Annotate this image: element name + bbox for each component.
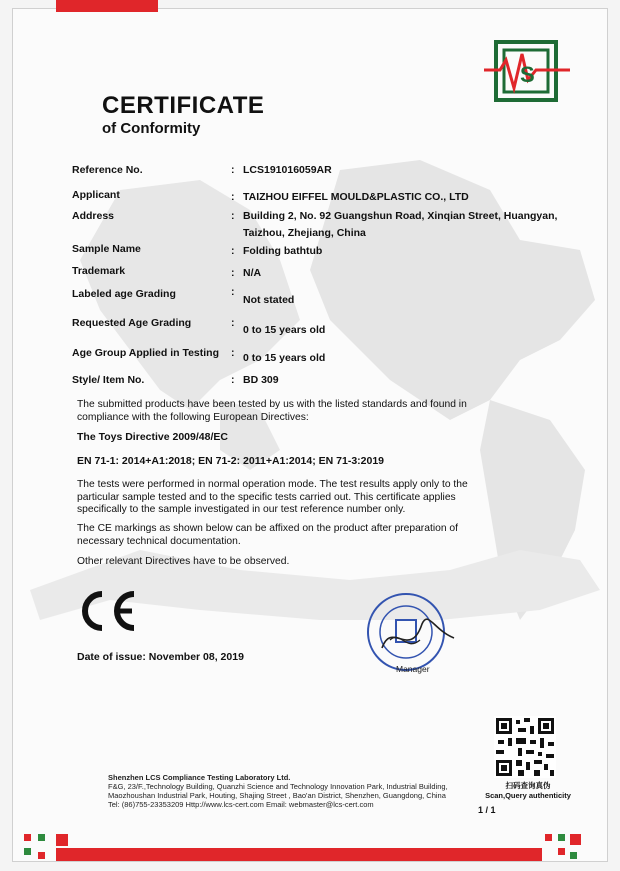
corner-square bbox=[558, 848, 565, 855]
field-value-age-group: 0 to 15 years old bbox=[243, 352, 326, 364]
corner-square bbox=[570, 852, 577, 859]
qr-caption-en: Scan,Query authenticity bbox=[485, 791, 571, 800]
field-value-address-line2: Taizhou, Zhejiang, China bbox=[243, 227, 366, 239]
date-of-issue: Date of issue: November 08, 2019 bbox=[77, 651, 244, 663]
field-label-trademark: Trademark bbox=[72, 265, 126, 277]
bottom-red-bar bbox=[56, 848, 542, 861]
qr-code-icon[interactable] bbox=[494, 716, 556, 778]
test-note-paragraph: The tests were performed in normal operation mode. The test results apply only to the particular sample tested and to the specific tests carried out. This certificate applies specifically to the sample investigated in our test reference number only. bbox=[77, 479, 468, 515]
corner-square bbox=[24, 834, 31, 841]
statement-paragraph: The submitted products have been tested by us with the listed standards and found in compliance with the following European Directives: bbox=[77, 399, 467, 423]
field-value-labeled-age: Not stated bbox=[243, 294, 295, 306]
corner-square bbox=[38, 834, 45, 841]
field-colon: : bbox=[231, 210, 235, 222]
lab-address-line1: F&G, 23/F.,Technology Building, Quanzhi Science and Technology Innovation Park, Industrial Building, bbox=[108, 782, 448, 791]
corner-square bbox=[558, 834, 565, 841]
field-colon: : bbox=[231, 317, 235, 329]
field-colon: : bbox=[231, 374, 235, 386]
qr-caption-cn: 扫码查询真伪 bbox=[505, 781, 551, 790]
field-label-age-group: Age Group Applied in Testing bbox=[72, 347, 219, 359]
field-value-trademark: N/A bbox=[243, 267, 262, 279]
ce-mark-icon bbox=[76, 590, 138, 632]
field-label-labeled-age: Labeled age Grading bbox=[72, 288, 176, 300]
directive-name: The Toys Directive 2009/48/EC bbox=[77, 431, 228, 443]
testing-service-seal-icon bbox=[362, 590, 458, 674]
field-value-applicant: TAIZHOU EIFFEL MOULD&PLASTIC CO., LTD bbox=[243, 191, 469, 203]
manager-title: Manager bbox=[396, 664, 430, 674]
field-colon: : bbox=[231, 245, 235, 257]
page-number: 1 / 1 bbox=[478, 805, 496, 815]
corner-square bbox=[24, 848, 31, 855]
corner-square bbox=[56, 834, 68, 846]
field-colon: : bbox=[231, 164, 235, 176]
field-label-style-item: Style/ Item No. bbox=[72, 374, 145, 386]
field-value-sample-name: Folding bathtub bbox=[243, 245, 323, 257]
certificate-subtitle: of Conformity bbox=[102, 120, 201, 137]
lab-address-line2: Maozhoushan Industrial Park, Houting, Shajing Street , Bao'an District, Shenzhen, Guangdong, China bbox=[108, 791, 446, 800]
field-value-style-item: BD 309 bbox=[243, 374, 279, 386]
field-colon: : bbox=[231, 286, 235, 298]
lab-contacts: Tel: (86)755-23353209 Http://www.lcs-cert.com Email: webmaster@lcs-cert.com bbox=[108, 800, 374, 809]
field-colon: : bbox=[231, 191, 235, 203]
ce-marking-paragraph: The CE markings as shown below can be affixed on the product after preparation of necessary technical documentation. bbox=[77, 523, 459, 547]
field-value-requested-age: 0 to 15 years old bbox=[243, 324, 326, 336]
field-label-requested-age: Requested Age Grading bbox=[72, 317, 192, 329]
field-value-reference: LCS191016059AR bbox=[243, 164, 332, 176]
standards-list: EN 71-1: 2014+A1:2018; EN 71-2: 2011+A1:2014; EN 71-3:2019 bbox=[77, 455, 385, 467]
corner-square bbox=[545, 834, 552, 841]
field-colon: : bbox=[231, 347, 235, 359]
other-directives-paragraph: Other relevant Directives have to be observed. bbox=[77, 556, 290, 567]
top-red-bar bbox=[56, 0, 158, 12]
lab-contact-block bbox=[108, 773, 478, 809]
lab-name: Shenzhen LCS Compliance Testing Laboratory Ltd. bbox=[108, 773, 291, 782]
field-label-sample-name: Sample Name bbox=[72, 243, 141, 255]
field-label-applicant: Applicant bbox=[72, 189, 120, 201]
field-colon: : bbox=[231, 267, 235, 279]
corner-square bbox=[38, 852, 45, 859]
lcs-logo-icon bbox=[484, 40, 570, 104]
svg-text:S: S bbox=[520, 62, 535, 87]
certificate-title: CERTIFICATE bbox=[102, 92, 265, 119]
corner-square bbox=[570, 834, 581, 845]
qr-caption bbox=[478, 781, 578, 801]
field-label-address: Address bbox=[72, 210, 115, 222]
field-value-address-line1: Building 2, No. 92 Guangshun Road, Xinqian Street, Huangyan, bbox=[243, 210, 558, 222]
field-label-reference: Reference No. bbox=[72, 164, 143, 176]
